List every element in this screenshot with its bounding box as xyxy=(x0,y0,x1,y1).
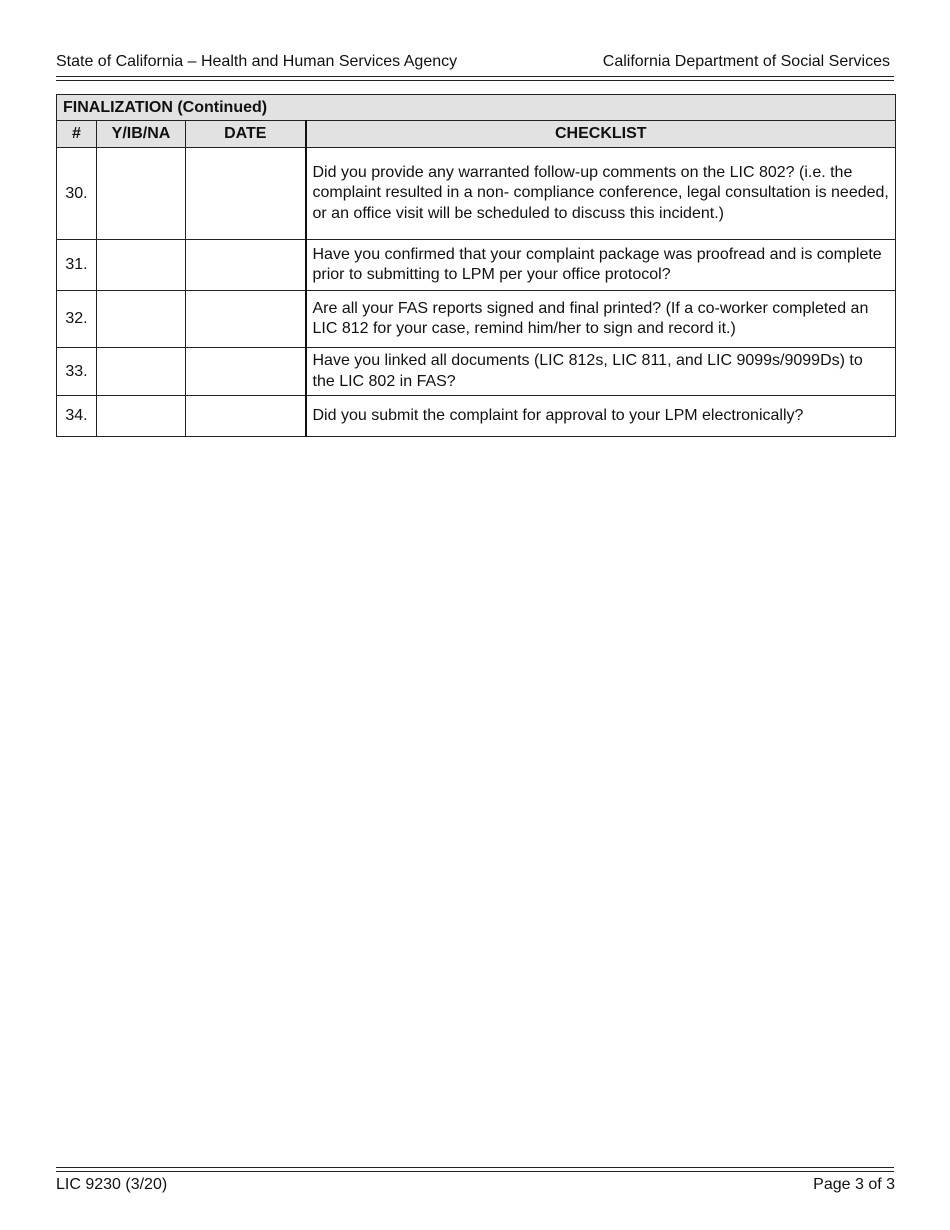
agency-name: State of California – Health and Human Services Agency xyxy=(56,53,458,70)
department-name: California Department of Social Services xyxy=(602,53,890,70)
checklist-row-33 xyxy=(57,348,896,396)
column-header-date: DATE xyxy=(186,121,306,148)
checklist-item-text: Are all your FAS reports signed and final printed? (If a co-worker completed an LIC 812 for your case, remind him/her to sign and record it.) xyxy=(306,291,896,348)
checklist-row-31 xyxy=(57,240,896,291)
checklist-row-32 xyxy=(57,291,896,348)
finalization-checklist-table xyxy=(56,94,896,437)
status-field[interactable] xyxy=(97,396,186,437)
checklist-row-30 xyxy=(57,148,896,240)
status-field[interactable] xyxy=(97,348,186,396)
item-number: 34. xyxy=(57,396,97,437)
item-number: 32. xyxy=(57,291,97,348)
item-number: 30. xyxy=(57,148,97,240)
checklist-item-text: Did you submit the complaint for approval to your LPM electronically? xyxy=(306,396,896,437)
date-field[interactable] xyxy=(186,148,306,240)
footer-divider xyxy=(56,1167,894,1172)
form-id: LIC 9230 (3/20) xyxy=(56,1176,168,1193)
checklist-item-text: Did you provide any warranted follow-up comments on the LIC 802? (i.e. the complaint resulted in a non- compliance conference, legal consultation is needed, or an office visit will be scheduled to discuss this incident.) xyxy=(306,148,896,240)
status-field[interactable] xyxy=(97,148,186,240)
date-field[interactable] xyxy=(186,240,306,291)
page-header xyxy=(56,50,894,74)
header-divider xyxy=(56,76,894,81)
date-field[interactable] xyxy=(186,291,306,348)
column-header-status: Y/IB/NA xyxy=(97,121,186,148)
item-number: 33. xyxy=(57,348,97,396)
section-title: FINALIZATION (Continued) xyxy=(57,95,896,121)
status-field[interactable] xyxy=(97,291,186,348)
page-number: Page 3 of 3 xyxy=(813,1176,895,1193)
date-field[interactable] xyxy=(186,396,306,437)
page-footer xyxy=(56,1173,895,1197)
column-header-checklist: CHECKLIST xyxy=(306,121,896,148)
item-number: 31. xyxy=(57,240,97,291)
checklist-item-text: Have you confirmed that your complaint package was proofread and is complete prior to submitting to LPM per your office protocol? xyxy=(306,240,896,291)
date-field[interactable] xyxy=(186,348,306,396)
column-header-number: # xyxy=(57,121,97,148)
status-field[interactable] xyxy=(97,240,186,291)
checklist-item-text: Have you linked all documents (LIC 812s, LIC 811, and LIC 9099s/9099Ds) to the LIC 802 in FAS? xyxy=(306,348,896,396)
checklist-row-34 xyxy=(57,396,896,437)
